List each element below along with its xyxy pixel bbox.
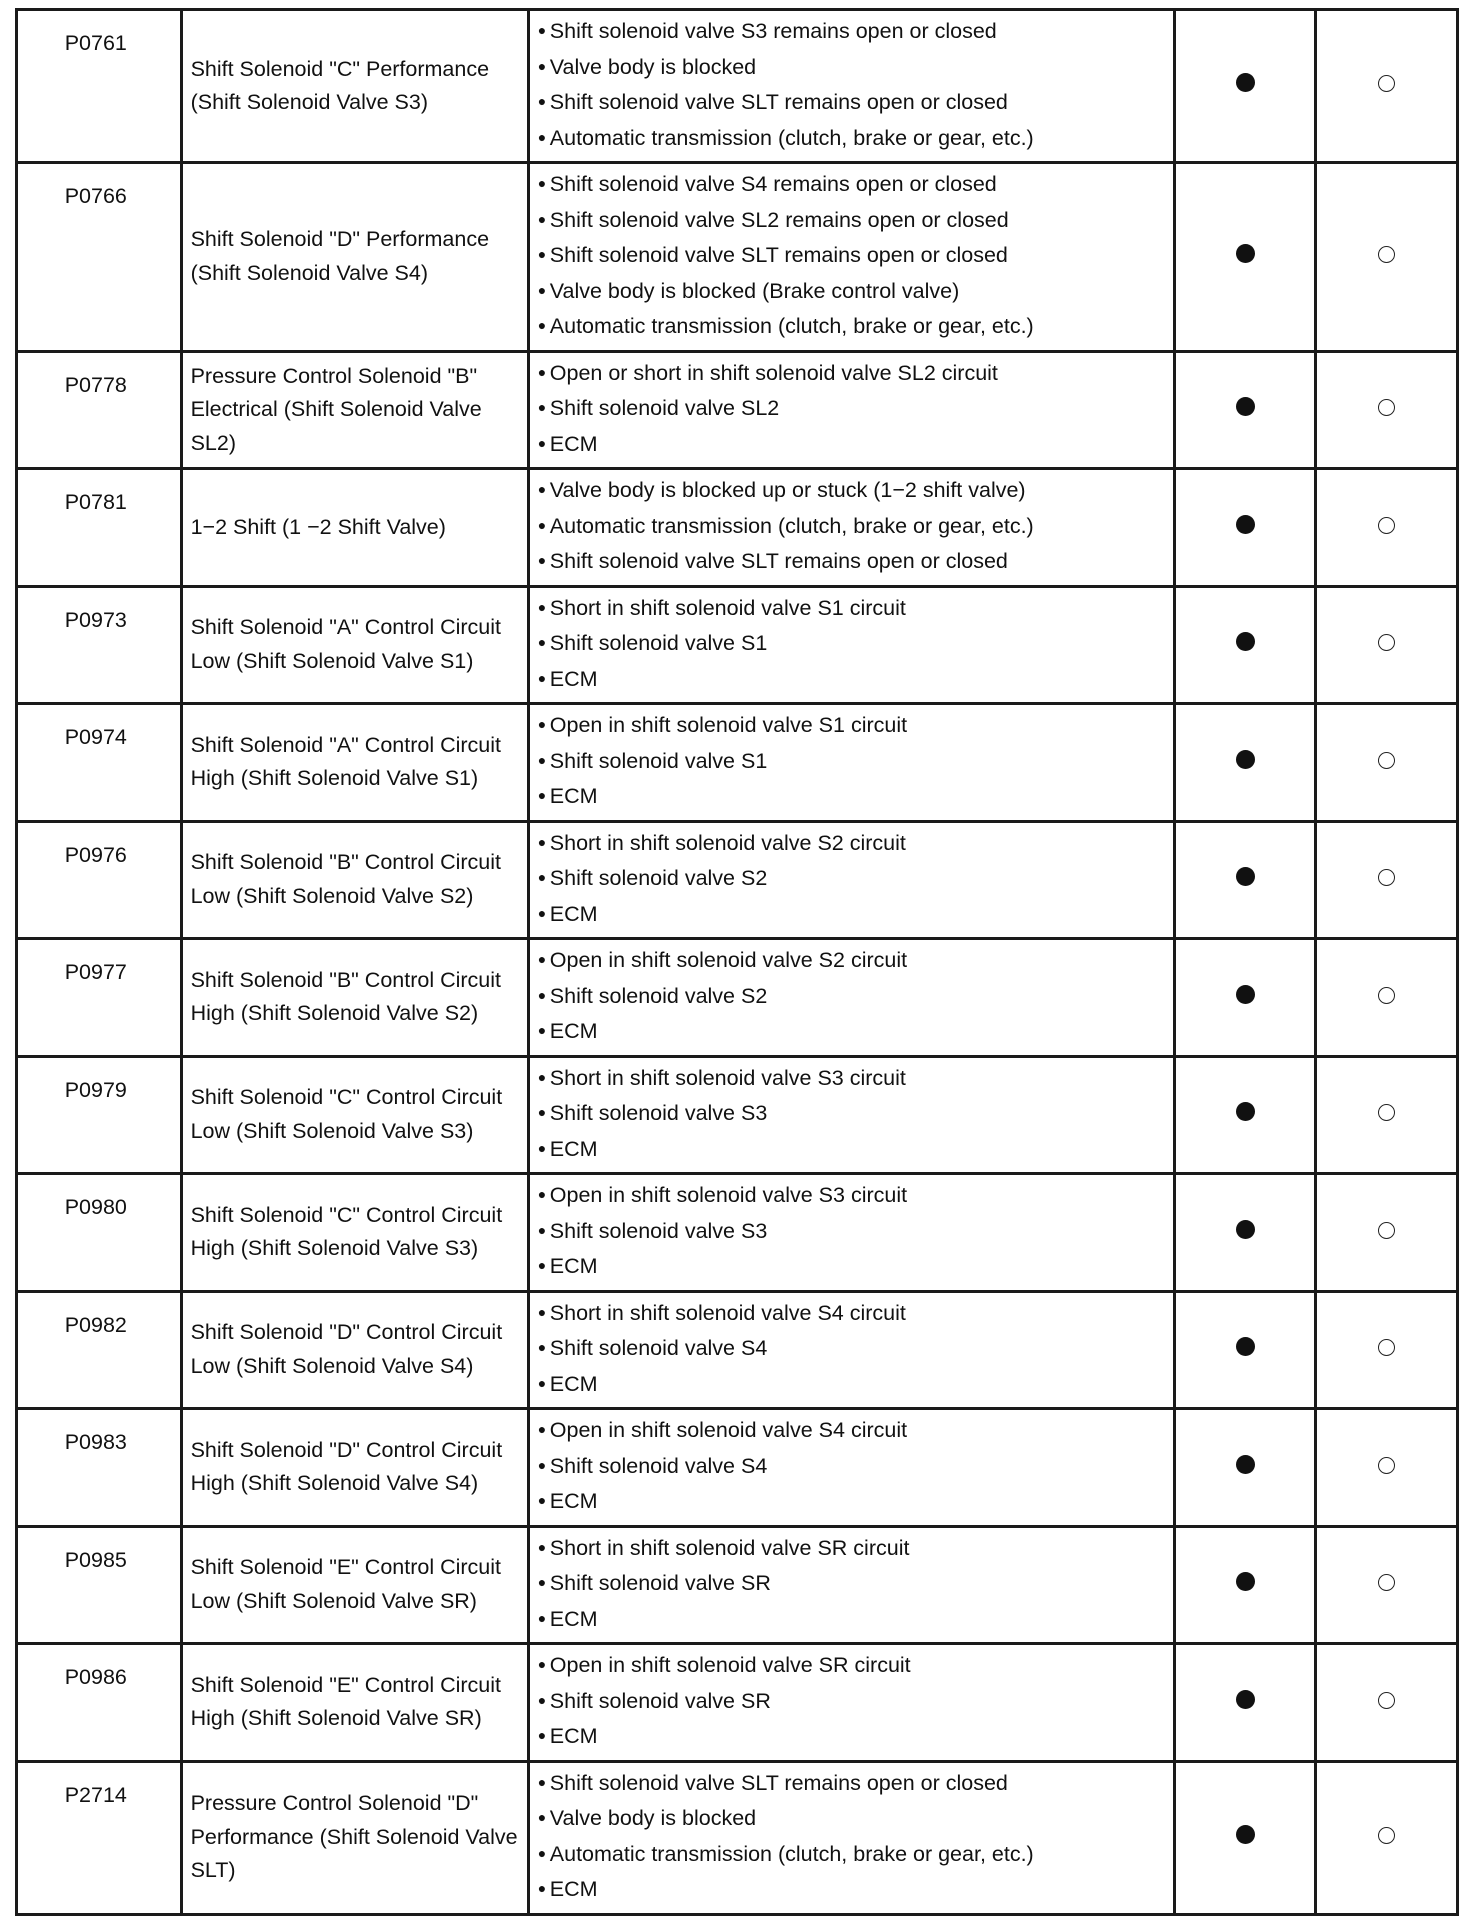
dtc-code-cell — [17, 1409, 182, 1527]
detection-item: Shift Solenoid "C" Performance (Shift Solenoid Valve S3) — [190, 56, 490, 114]
bullet-icon: ● — [537, 399, 547, 415]
mil-filled-circle-icon — [1236, 1102, 1255, 1121]
detection-item-cell — [181, 1761, 528, 1914]
trouble-area-cell — [528, 469, 1174, 587]
memory-open-circle-icon — [1378, 399, 1395, 416]
detection-item-cell — [181, 1056, 528, 1174]
trouble-area-item — [538, 1062, 1167, 1098]
trouble-area-text: Open or short in shift solenoid valve SL2 circuit — [549, 360, 998, 385]
trouble-area-text: Shift solenoid valve S2 — [549, 866, 768, 890]
trouble-area-cell — [528, 704, 1174, 822]
detection-item: Shift Solenoid "E" Control Circuit High (Shift Solenoid Valve SR) — [190, 1672, 501, 1731]
dtc-code-cell — [17, 1761, 182, 1914]
trouble-area-text: Shift solenoid valve S3 — [549, 1218, 768, 1243]
bullet-icon: ● — [537, 481, 547, 497]
memory-cell — [1316, 1174, 1458, 1292]
trouble-area-text: Shift solenoid valve S2 — [549, 983, 768, 1008]
trouble-area-text: Short in shift solenoid valve S4 circuit — [549, 1300, 906, 1325]
trouble-area-item — [538, 709, 1167, 745]
bullet-icon: ● — [537, 1538, 547, 1555]
trouble-area-text: Shift solenoid valve S4 — [549, 1453, 768, 1478]
trouble-area-cell — [528, 1526, 1174, 1644]
bullet-icon: ● — [537, 1691, 547, 1708]
memory-open-circle-icon — [1378, 75, 1395, 92]
mil-cell — [1175, 469, 1316, 587]
trouble-area-text: ECM — [549, 666, 598, 691]
detection-item-cell — [181, 1409, 528, 1527]
bullet-icon: ● — [537, 951, 547, 967]
table-row — [17, 351, 1458, 469]
memory-cell — [1316, 1644, 1458, 1762]
trouble-area-item — [538, 1414, 1167, 1450]
trouble-area-text: Shift solenoid valve S4 — [549, 1336, 768, 1360]
dtc-code-cell — [17, 163, 182, 352]
mil-cell — [1175, 939, 1316, 1057]
trouble-area-text: Automatic transmission (clutch, brake or gear, etc.) — [549, 125, 1034, 150]
trouble-area-item — [538, 898, 1167, 934]
memory-open-circle-icon — [1378, 1222, 1395, 1239]
mil-cell — [1175, 1409, 1316, 1527]
trouble-area-text: Shift solenoid valve S3 remains open or closed — [549, 19, 997, 43]
dtc-code: P0761 — [64, 31, 127, 55]
trouble-area-item — [538, 204, 1167, 240]
bullet-icon: ● — [537, 363, 547, 380]
trouble-area-item — [538, 86, 1167, 122]
table-row — [17, 1644, 1458, 1762]
trouble-area-item — [538, 1802, 1167, 1838]
mil-cell — [1175, 163, 1316, 352]
trouble-area-item — [538, 239, 1167, 275]
mil-filled-circle-icon — [1236, 1455, 1255, 1474]
trouble-area-text: Valve body is blocked (Brake control valve) — [549, 278, 960, 303]
mil-filled-circle-icon — [1236, 73, 1255, 92]
bullet-icon: ● — [537, 175, 547, 191]
dtc-code-cell — [17, 939, 182, 1057]
memory-cell — [1316, 1291, 1458, 1409]
dtc-code: P0778 — [64, 372, 127, 397]
detection-item: 1−2 Shift (1 −2 Shift Valve) — [190, 514, 446, 539]
trouble-area-item — [538, 827, 1167, 863]
dtc-code: P0982 — [64, 1312, 127, 1337]
mil-filled-circle-icon — [1236, 1572, 1255, 1591]
bullet-icon: ● — [537, 869, 547, 885]
trouble-area-text: Shift solenoid valve SLT remains open or closed — [549, 1770, 1008, 1795]
trouble-area-text: Shift solenoid valve SR — [549, 1571, 771, 1595]
mil-cell — [1175, 821, 1316, 939]
memory-cell — [1316, 163, 1458, 352]
trouble-area-text: ECM — [549, 784, 598, 808]
trouble-area-item — [538, 1015, 1167, 1051]
detection-item: Shift Solenoid "D" Control Circuit High (Shift Solenoid Valve S4) — [190, 1437, 503, 1496]
dtc-code-cell — [17, 1056, 182, 1174]
dtc-code: P0985 — [64, 1547, 127, 1572]
trouble-area-text: Open in shift solenoid valve S3 circuit — [549, 1183, 908, 1207]
trouble-area-item — [538, 1649, 1167, 1685]
mil-filled-circle-icon — [1236, 397, 1255, 416]
memory-cell — [1316, 10, 1458, 163]
dtc-code-cell — [17, 821, 182, 939]
trouble-area-item — [538, 1097, 1167, 1133]
dtc-code: P0974 — [64, 725, 127, 749]
mil-cell — [1175, 1526, 1316, 1644]
trouble-area-text: Shift solenoid valve SLT remains open or closed — [549, 90, 1008, 114]
table-row — [17, 1174, 1458, 1292]
bullet-icon: ● — [537, 634, 547, 650]
detection-item-cell — [181, 586, 528, 704]
detection-item: Shift Solenoid "C" Control Circuit High (Shift Solenoid Valve S3) — [190, 1202, 503, 1261]
trouble-area-cell — [528, 10, 1174, 163]
bullet-icon: ● — [537, 1609, 547, 1626]
trouble-area-item — [538, 545, 1167, 581]
detection-item-cell — [181, 469, 528, 587]
mil-cell — [1175, 351, 1316, 469]
trouble-area-item — [538, 357, 1167, 393]
bullet-icon: ● — [537, 787, 547, 803]
detection-item: Shift Solenoid "E" Control Circuit Low (Shift Solenoid Valve SR) — [190, 1555, 501, 1613]
mil-cell — [1175, 1644, 1316, 1762]
detection-item-cell — [181, 163, 528, 352]
bullet-icon: ● — [537, 1339, 547, 1355]
trouble-area-cell — [528, 1644, 1174, 1762]
trouble-area-text: ECM — [549, 1136, 598, 1161]
bullet-icon: ● — [537, 246, 547, 262]
bullet-icon: ● — [537, 1257, 547, 1273]
memory-open-circle-icon — [1378, 1457, 1395, 1474]
memory-open-circle-icon — [1378, 1574, 1395, 1591]
bullet-icon: ● — [537, 986, 547, 1003]
dtc-table-body — [17, 10, 1458, 1915]
bullet-icon: ● — [537, 128, 547, 145]
mil-filled-circle-icon — [1236, 1220, 1255, 1239]
bullet-icon: ● — [537, 716, 547, 732]
trouble-area-item — [538, 980, 1167, 1016]
detection-item-cell — [181, 939, 528, 1057]
table-row — [17, 469, 1458, 587]
trouble-area-item — [538, 122, 1167, 158]
memory-open-circle-icon — [1378, 987, 1395, 1004]
trouble-area-cell — [528, 1291, 1174, 1409]
mil-cell — [1175, 1761, 1316, 1914]
detection-item: Shift Solenoid "A" Control Circuit Low (Shift Solenoid Valve S1) — [190, 615, 501, 673]
trouble-area-item — [538, 1368, 1167, 1404]
detection-item: Shift Solenoid "A" Control Circuit High (Shift Solenoid Valve S1) — [190, 732, 501, 791]
memory-open-circle-icon — [1378, 517, 1395, 534]
trouble-area-text: Automatic transmission (clutch, brake or gear, etc.) — [549, 1841, 1034, 1866]
bullet-icon: ● — [537, 317, 547, 333]
memory-cell — [1316, 351, 1458, 469]
trouble-area-item — [538, 780, 1167, 816]
mil-filled-circle-icon — [1236, 244, 1255, 263]
trouble-area-item — [538, 51, 1167, 87]
memory-open-circle-icon — [1378, 1692, 1395, 1709]
bullet-icon: ● — [537, 210, 547, 227]
bullet-icon: ● — [537, 22, 547, 38]
dtc-code-cell — [17, 1291, 182, 1409]
trouble-area-text: Short in shift solenoid valve S3 circuit — [549, 1065, 906, 1090]
dtc-code: P2714 — [64, 1782, 127, 1807]
trouble-area-text: ECM — [549, 1606, 598, 1631]
trouble-area-text: Shift solenoid valve SL2 remains open or closed — [549, 207, 1009, 232]
trouble-area-text: ECM — [549, 1489, 598, 1513]
mil-filled-circle-icon — [1236, 985, 1255, 1004]
dtc-code: P0781 — [64, 490, 127, 514]
bullet-icon: ● — [537, 1104, 547, 1120]
dtc-code: P0766 — [64, 184, 127, 208]
mil-filled-circle-icon — [1236, 515, 1255, 534]
dtc-code-cell — [17, 586, 182, 704]
dtc-table — [15, 8, 1459, 1916]
trouble-area-cell — [528, 1409, 1174, 1527]
mil-cell — [1175, 1174, 1316, 1292]
bullet-icon: ● — [537, 1139, 547, 1156]
trouble-area-item — [538, 1603, 1167, 1639]
bullet-icon: ● — [537, 1844, 547, 1861]
dtc-code-cell — [17, 1174, 182, 1292]
memory-cell — [1316, 939, 1458, 1057]
memory-open-circle-icon — [1378, 869, 1395, 886]
trouble-area-text: ECM — [549, 901, 598, 926]
detection-item: Pressure Control Solenoid "D" Performance (Shift Solenoid Valve SLT) — [190, 1791, 518, 1883]
trouble-area-item — [538, 275, 1167, 311]
mil-cell — [1175, 1291, 1316, 1409]
trouble-area-item — [538, 1567, 1167, 1603]
trouble-area-text: Shift solenoid valve SLT remains open or closed — [549, 549, 1008, 573]
trouble-area-text: Open in shift solenoid valve S1 circuit — [549, 713, 908, 737]
trouble-area-item — [538, 1532, 1167, 1568]
detection-item: Shift Solenoid "D" Performance (Shift Solenoid Valve S4) — [190, 227, 490, 285]
trouble-area-text: Shift solenoid valve S1 — [549, 748, 768, 773]
trouble-area-cell — [528, 1174, 1174, 1292]
trouble-area-cell — [528, 163, 1174, 352]
dtc-code-cell — [17, 1526, 182, 1644]
dtc-code-cell — [17, 469, 182, 587]
trouble-area-item — [538, 944, 1167, 980]
detection-item-cell — [181, 1526, 528, 1644]
trouble-area-item — [538, 1250, 1167, 1286]
detection-item-cell — [181, 704, 528, 822]
trouble-area-item — [538, 1685, 1167, 1721]
bullet-icon: ● — [537, 1727, 547, 1743]
trouble-area-text: Valve body is blocked — [549, 54, 757, 79]
trouble-area-item — [538, 1450, 1167, 1486]
table-row — [17, 1526, 1458, 1644]
trouble-area-text: Shift solenoid valve S4 remains open or closed — [549, 172, 997, 196]
trouble-area-item — [538, 168, 1167, 204]
trouble-area-text: ECM — [549, 1724, 598, 1748]
detection-item-cell — [181, 1174, 528, 1292]
trouble-area-item — [538, 310, 1167, 346]
trouble-area-item — [538, 1179, 1167, 1215]
bullet-icon: ● — [537, 93, 547, 109]
dtc-code: P0983 — [64, 1430, 127, 1454]
trouble-area-item — [538, 1297, 1167, 1333]
bullet-icon: ● — [537, 1186, 547, 1202]
trouble-area-item — [538, 627, 1167, 663]
trouble-area-text: Short in shift solenoid valve S1 circuit — [549, 595, 906, 620]
trouble-area-text: ECM — [549, 1877, 598, 1901]
trouble-area-text: Short in shift solenoid valve SR circuit — [549, 1535, 910, 1560]
trouble-area-text: Valve body is blocked — [549, 1806, 757, 1830]
trouble-area-item — [538, 1133, 1167, 1169]
bullet-icon: ● — [537, 1456, 547, 1473]
table-row — [17, 1761, 1458, 1914]
memory-cell — [1316, 821, 1458, 939]
bullet-icon: ● — [537, 904, 547, 921]
trouble-area-item — [538, 474, 1167, 510]
mil-filled-circle-icon — [1236, 632, 1255, 651]
dtc-code: P0979 — [64, 1077, 127, 1102]
trouble-area-text: Shift solenoid valve S1 — [549, 631, 768, 655]
trouble-area-item — [538, 862, 1167, 898]
trouble-area-cell — [528, 821, 1174, 939]
table-row — [17, 704, 1458, 822]
trouble-area-cell — [528, 1761, 1174, 1914]
mil-filled-circle-icon — [1236, 1337, 1255, 1356]
mil-cell — [1175, 586, 1316, 704]
mil-filled-circle-icon — [1236, 1825, 1255, 1844]
memory-cell — [1316, 1761, 1458, 1914]
trouble-area-text: ECM — [549, 1019, 598, 1043]
bullet-icon: ● — [537, 1068, 547, 1085]
trouble-area-cell — [528, 351, 1174, 469]
mil-cell — [1175, 704, 1316, 822]
bullet-icon: ● — [537, 751, 547, 768]
trouble-area-item — [538, 1215, 1167, 1251]
bullet-icon: ● — [537, 434, 547, 451]
bullet-icon: ● — [537, 1421, 547, 1437]
dtc-code: P0986 — [64, 1665, 127, 1689]
memory-open-circle-icon — [1378, 246, 1395, 263]
detection-item-cell — [181, 821, 528, 939]
trouble-area-cell — [528, 1056, 1174, 1174]
trouble-area-text: ECM — [549, 1254, 598, 1278]
table-row — [17, 10, 1458, 163]
trouble-area-text: Open in shift solenoid valve S4 circuit — [549, 1418, 908, 1442]
trouble-area-item — [538, 428, 1167, 464]
dtc-code-cell — [17, 351, 182, 469]
trouble-area-text: Valve body is blocked up or stuck (1−2 shift valve) — [549, 478, 1026, 502]
trouble-area-text: Shift solenoid valve SLT remains open or closed — [549, 243, 1008, 267]
bullet-icon: ● — [537, 1221, 547, 1238]
table-row — [17, 1056, 1458, 1174]
dtc-code: P0980 — [64, 1195, 127, 1219]
trouble-area-item — [538, 1873, 1167, 1909]
memory-open-circle-icon — [1378, 634, 1395, 651]
memory-open-circle-icon — [1378, 752, 1395, 769]
trouble-area-item — [538, 15, 1167, 51]
trouble-area-item — [538, 510, 1167, 546]
detection-item-cell — [181, 351, 528, 469]
trouble-area-text: ECM — [549, 1371, 598, 1396]
bullet-icon: ● — [537, 598, 547, 615]
mil-filled-circle-icon — [1236, 750, 1255, 769]
trouble-area-item — [538, 1332, 1167, 1368]
bullet-icon: ● — [537, 1022, 547, 1038]
bullet-icon: ● — [537, 516, 547, 533]
trouble-area-text: Short in shift solenoid valve S2 circuit — [549, 830, 906, 855]
mil-filled-circle-icon — [1236, 867, 1255, 886]
table-row — [17, 821, 1458, 939]
memory-open-circle-icon — [1378, 1339, 1395, 1356]
table-row — [17, 586, 1458, 704]
memory-cell — [1316, 469, 1458, 587]
detection-item-cell — [181, 10, 528, 163]
memory-open-circle-icon — [1378, 1827, 1395, 1844]
mil-cell — [1175, 10, 1316, 163]
trouble-area-text: Automatic transmission (clutch, brake or gear, etc.) — [549, 513, 1034, 538]
memory-cell — [1316, 1056, 1458, 1174]
trouble-area-text: Open in shift solenoid valve SR circuit — [549, 1653, 911, 1677]
trouble-area-text: Shift solenoid valve S3 — [549, 1101, 768, 1125]
trouble-area-text: Shift solenoid valve SR — [549, 1688, 771, 1713]
detection-item: Shift Solenoid "D" Control Circuit Low (Shift Solenoid Valve S4) — [190, 1320, 503, 1378]
bullet-icon: ● — [537, 1492, 547, 1508]
memory-open-circle-icon — [1378, 1104, 1395, 1121]
bullet-icon: ● — [537, 1880, 547, 1896]
table-row — [17, 1291, 1458, 1409]
memory-cell — [1316, 704, 1458, 822]
trouble-area-item — [538, 1485, 1167, 1521]
trouble-area-item — [538, 1838, 1167, 1874]
trouble-area-text: Open in shift solenoid valve S2 circuit — [549, 948, 908, 972]
bullet-icon: ● — [537, 1374, 547, 1391]
trouble-area-cell — [528, 586, 1174, 704]
memory-cell — [1316, 586, 1458, 704]
bullet-icon: ● — [537, 669, 547, 686]
trouble-area-item — [538, 392, 1167, 428]
detection-item: Shift Solenoid "B" Control Circuit High (Shift Solenoid Valve S2) — [190, 967, 501, 1026]
table-row — [17, 1409, 1458, 1527]
trouble-area-item — [538, 663, 1167, 699]
trouble-area-item — [538, 1767, 1167, 1803]
table-row — [17, 939, 1458, 1057]
bullet-icon: ● — [537, 833, 547, 850]
table-row — [17, 163, 1458, 352]
detection-item: Shift Solenoid "C" Control Circuit Low (Shift Solenoid Valve S3) — [190, 1085, 503, 1143]
trouble-area-item — [538, 745, 1167, 781]
trouble-area-cell — [528, 939, 1174, 1057]
trouble-area-text: Automatic transmission (clutch, brake or gear, etc.) — [549, 314, 1034, 338]
dtc-code: P0977 — [64, 960, 127, 984]
bullet-icon: ● — [537, 1809, 547, 1825]
bullet-icon: ● — [537, 552, 547, 568]
bullet-icon: ● — [537, 1303, 547, 1320]
mil-cell — [1175, 1056, 1316, 1174]
trouble-area-item — [538, 592, 1167, 628]
dtc-code-cell — [17, 1644, 182, 1762]
detection-item-cell — [181, 1291, 528, 1409]
trouble-area-text: ECM — [549, 431, 598, 456]
bullet-icon: ● — [537, 57, 547, 74]
detection-item-cell — [181, 1644, 528, 1762]
bullet-icon: ● — [537, 281, 547, 298]
bullet-icon: ● — [537, 1773, 547, 1790]
detection-item: Pressure Control Solenoid "B" Electrical (Shift Solenoid Valve SL2) — [190, 363, 482, 455]
detection-item: Shift Solenoid "B" Control Circuit Low (Shift Solenoid Valve S2) — [190, 850, 501, 908]
dtc-code-cell — [17, 704, 182, 822]
mil-filled-circle-icon — [1236, 1690, 1255, 1709]
dtc-code: P0976 — [64, 842, 127, 867]
trouble-area-item — [538, 1720, 1167, 1756]
dtc-code: P0973 — [64, 607, 127, 632]
trouble-area-text: Shift solenoid valve SL2 — [549, 396, 780, 420]
dtc-code-cell — [17, 10, 182, 163]
memory-cell — [1316, 1409, 1458, 1527]
bullet-icon: ● — [537, 1656, 547, 1672]
memory-cell — [1316, 1526, 1458, 1644]
bullet-icon: ● — [537, 1574, 547, 1590]
